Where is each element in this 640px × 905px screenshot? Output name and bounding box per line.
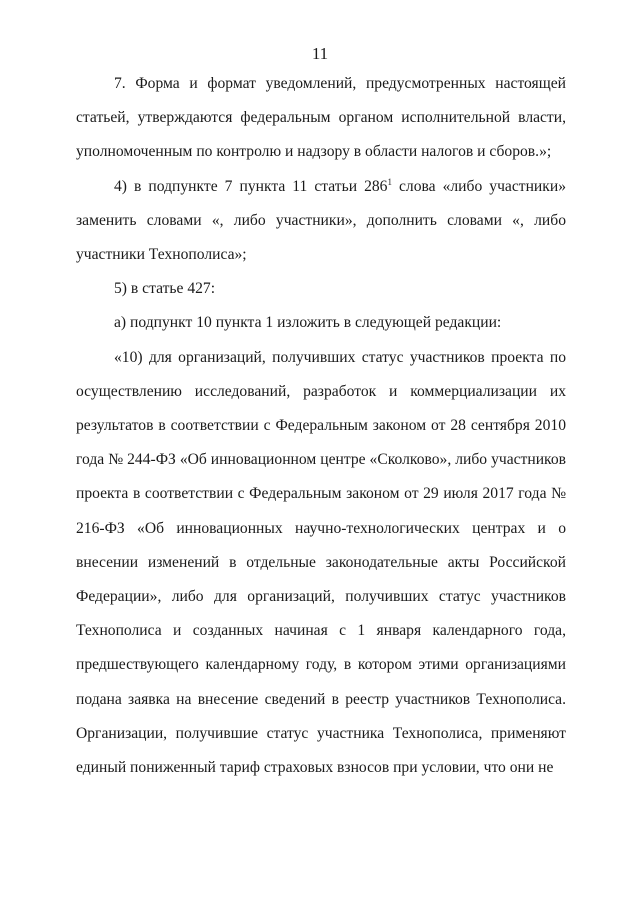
paragraph-subitem-4-text-before: 4) в подпункте 7 пункта 11 статьи 286 xyxy=(114,177,388,195)
page-number: 11 xyxy=(311,44,329,63)
paragraph-form-format: 7. Форма и формат уведомлений, предусмотренных настоящей статьей, утверждаются федеральным органом исполнительной власти, уполномоченным по контролю и надзору в области налогов и сборов.»; xyxy=(76,75,566,161)
document-body xyxy=(76,67,566,785)
paragraph-subitem-4-text-after: слова «либо участники» заменить словами «, либо участники», дополнить словами «, либо участники Технополиса»; xyxy=(76,177,566,264)
paragraph-subitem-a: а) подпункт 10 пункта 1 изложить в следующей редакции: xyxy=(114,314,502,332)
paragraph-subitem-4 xyxy=(76,170,566,273)
paragraph-quoted-item-10: «10) для организаций, получивших статус участников проекта по осуществлению исследований, разработок и коммерциализации их результатов в соответствии с Федеральным законом от 28 сентября 2010 года № 244-ФЗ «Об инновационном центре «Сколково», либо участников проекта в соответствии с Федеральным законом от 29 июля 2017 года № 216-ФЗ «Об инновационных научно-технологических центрах и о внесении изменений в отдельные законодательные акты Российской Федерации», либо для организаций, получивших статус участников Технополиса и созданных начиная с 1 января календарного года, предшествующего календарному году, в котором этими организациями подана заявка на внесение сведений в реестр участников Технополиса. Организации, получившие статус участника Технополиса, применяют единый пониженный тариф страховых взносов при условии, что они не xyxy=(76,348,566,777)
superscript-index: 1 xyxy=(387,176,392,187)
paragraph-subitem-5: 5) в статье 427: xyxy=(114,280,216,298)
